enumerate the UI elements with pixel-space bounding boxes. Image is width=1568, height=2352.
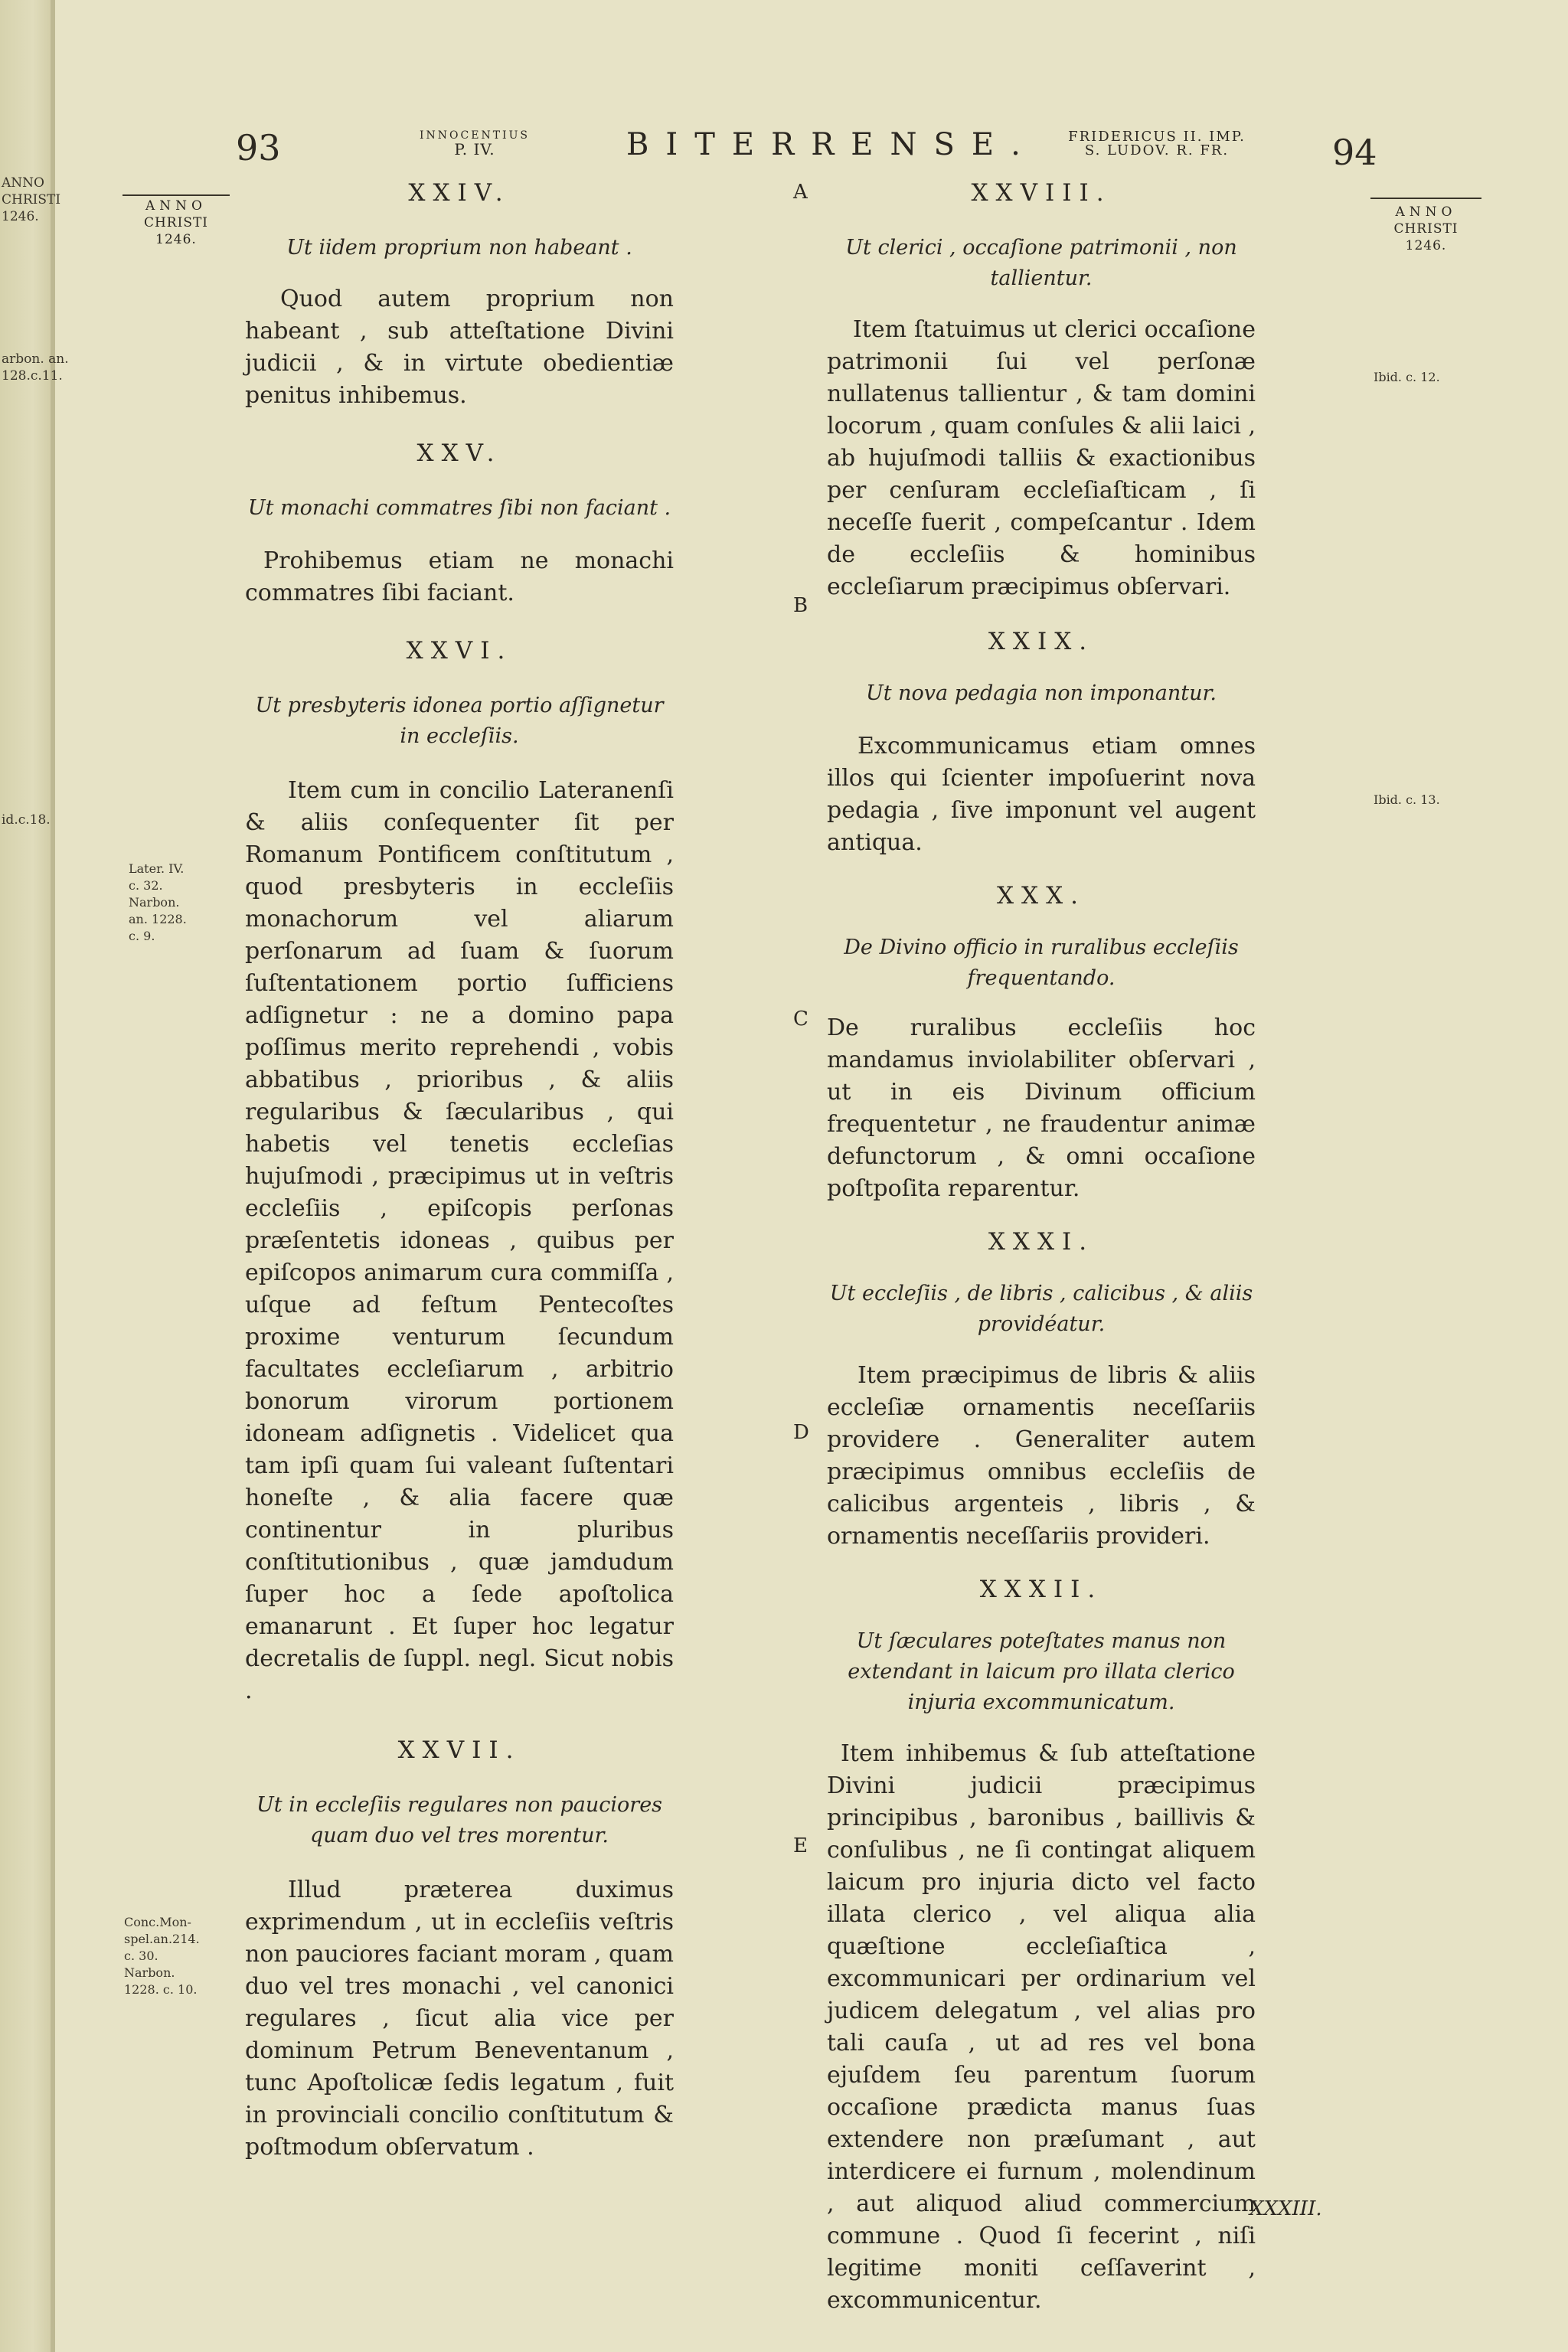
chapter-rubric: Ut iidem proprium non habeant . — [286, 236, 632, 260]
chapter-number: XXX. — [996, 882, 1086, 910]
chapter-text: Excommunicamus etiam omnes illos qui ſcienter impoſuerint nova pedagia , ſive imponunt vel augent antiqua. — [827, 733, 1256, 856]
chapter-number: XXVI. — [406, 637, 513, 665]
chapter-rubric: Ut eccleſiis , de libris , calicibus , & aliis providéatur. — [829, 1282, 1253, 1336]
left-column — [245, 179, 674, 2164]
page-number-left: 93 — [236, 127, 281, 168]
chapter-number: XXXII. — [979, 1576, 1103, 1603]
margin-note-ibid-13: Ibid. c. 13. — [1374, 792, 1440, 807]
chapter-number: XXIV. — [408, 179, 511, 207]
chapter-text: Illud præterea duximus exprimendum , ut in eccleſiis veſtris non pauciores faciant moram , quam duo vel tres monachi , vel canonici regulares , ſicut alia vice per dominum Petrum Beneventanum , tunc Apoſtolicæ ſedis legatum , fuit in provinciali concilio conſtitutum & poſtmodum obſervatum . — [245, 1877, 674, 2161]
chapter-text: De ruralibus eccleſiis hoc mandamus inviolabiliter obſervari , ut in eis Divinum officium frequentetur , ne fraudentur animæ defunctorum , & omni occaſione poſtpoſita reparentur. — [827, 1014, 1256, 1202]
chapter-text: Item ſtatuimus ut clerici occaſione patrimonii ſui vel perſonæ nullatenus tallientur , & tam domini locorum , quam conſules & alii laici , ab hujuſmodi talliis & exactionibus per cenſuram eccleſiaſticam , ſi neceſſe fuerit , compeſcantur . Idem de eccleſiis & hominibus eccleſiarum præcipimus obſervari. — [827, 316, 1256, 600]
page-title: BITERRENSE. — [626, 127, 1037, 162]
margin-note-conc: Conc.Mon- spel.an.214. c. 30. Narbon. 1228. c. 10. — [124, 1915, 200, 1997]
section-letter-a: A — [793, 181, 808, 204]
section-letter-d: D — [793, 1421, 809, 1444]
chapter-text: Item inhibemus & ſub atteſtatione Divini judicii præcipimus principibus , baronibus , baillivis & conſulibus , ne ſi contingat aliquem laicum pro injuria dicto vel facto illata clerico , vel aliqua alia quæſtione eccleſiaſtica , excommunicari per ordinarium vel judicem delegatum , vel alias pro tali cauſa , ut ad res vel bona ejuſdem ſeu parentum ſuorum occaſione prædicta manus ſuas extendere non præſumant , aut interdicere ei furnum , molendinum , aut aliquod aliud commercium commune . Quod ſi fecerint , niſi legitime moniti ceſſaverint , excommunicentur. — [827, 1740, 1256, 2314]
chapter-rubric: Ut clerici , occaſione patrimonii , non tallientur. — [845, 236, 1237, 290]
anno-left: ANNO CHRISTI 1246. — [143, 198, 209, 247]
anno-rule-left — [122, 194, 230, 196]
right-column — [827, 179, 1256, 2317]
chapter-text: Item præcipimus de libris & aliis eccleſiæ ornamentis neceſſariis providere . Generaliter autem præcipimus omnibus eccleſiis de calicibus argenteis , libris , & ornamentis neceſſariis provideri. — [827, 1362, 1256, 1550]
chapter-number: XXIX. — [988, 628, 1095, 655]
edge-note-2: id.c.18. — [2, 812, 51, 828]
chapter-number: XXVIII. — [971, 179, 1112, 207]
chapter-text: Item cum in concilio Lateranenſi & aliis conſequenter ſit per Romanum Pontificem conſtitutum , quod presbyteris in eccleſiis monachorum vel aliarum perſonarum ad ſuam & ſuorum ſuſtentationem portio ſufficiens adſignetur : ne a domino papa poſſimus merito reprehendi , vobis abbatibus , prioribus , & aliis regularibus & ſæcularibus , qui habetis vel tenetis eccleſias hujuſmodi , præcipimus ut in veſtris eccleſiis , epiſcopis perſonas præſentetis idoneas , quibus per epiſcopos animarum cura commiſſa , uſque ad feſtum Pentecoſtes proxime venturum ſecundum facultates eccleſiarum , arbitrio bonorum virorum portionem idoneam adſignetis . Videlicet qua tam ipſi quam ſui valeant ſuſtentari honeſte , & alia facere quæ continentur in pluribus conſtitutionibus , quæ jamdudum ſuper hoc a ſede apoſtolica emanarunt . Et ſuper hoc legatur decretalis de ſuppl. negl. Sicut nobis . — [245, 777, 674, 1704]
running-head-right: FRIDERICUS II. IMP. S. LUDOV. R. FR. — [1068, 129, 1246, 158]
chapter-rubric: Ut ſæculares poteſtates manus non extendant in laicum pro illata clerico injuria excommunicatum. — [848, 1629, 1235, 1714]
chapter-number: XXVII. — [397, 1736, 521, 1764]
section-letter-c: C — [793, 1008, 808, 1031]
catchword: XXXIII. — [1250, 2197, 1322, 2220]
chapter-text: Prohibemus etiam ne monachi commatres ſibi faciant. — [245, 547, 674, 606]
chapter-rubric: De Divino officio in ruralibus eccleſiis frequentando. — [844, 936, 1239, 990]
section-letter-b: B — [793, 594, 808, 617]
edge-anno: ANNO CHRISTI 1246. — [2, 175, 61, 224]
anno-right: ANNO CHRISTI 1246. — [1393, 204, 1459, 253]
margin-note-later: Later. IV. c. 32. Narbon. an. 1228. c. 9. — [129, 861, 187, 943]
chapter-number: XXXI. — [988, 1228, 1095, 1256]
chapter-rubric: Ut in eccleſiis regulares non pauciores quam duo vel tres morentur. — [256, 1793, 663, 1847]
chapter-rubric: Ut monachi commatres ſibi non faciant . — [247, 496, 671, 520]
edge-note-1: arbon. an. 128.c.11. — [2, 351, 69, 384]
section-letter-e: E — [793, 1834, 808, 1857]
margin-note-ibid-12: Ibid. c. 12. — [1374, 370, 1440, 384]
anno-rule-right — [1370, 198, 1481, 199]
page-number-right: 94 — [1332, 132, 1377, 173]
chapter-text: Quod autem proprium non habeant , sub atteſtatione Divini judicii , & in virtute obedientiæ penitus inhibemus. — [245, 286, 674, 409]
chapter-rubric: Ut presbyteris idonea portio aſſignetur in eccleſiis. — [255, 694, 664, 748]
chapter-number: XXV. — [416, 439, 502, 467]
chapter-rubric: Ut nova pedagia non imponantur. — [865, 681, 1217, 705]
running-head-left: INNOCENTIUS P. IV. — [420, 129, 530, 158]
